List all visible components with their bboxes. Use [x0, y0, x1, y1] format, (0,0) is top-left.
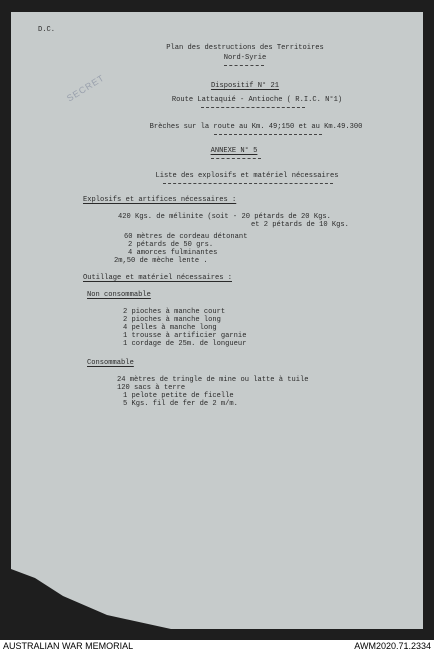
explosif-item: 60 mètres de cordeau détonant [124, 233, 248, 241]
non-consommable-heading: Non consommable [87, 291, 151, 299]
non-consommable-item: 1 cordage de 25m. de longueur [123, 340, 247, 348]
outillage-heading: Outillage et matériel nécessaires : [83, 274, 232, 282]
explosif-item: 4 amorces fulminantes [128, 249, 218, 257]
non-consommable-item: 4 pelles à manche long [123, 324, 217, 332]
consommable-heading: Consommable [87, 359, 134, 367]
annexe-rule [211, 158, 261, 159]
title-rule [224, 65, 264, 66]
consommable-item: 1 pelote petite de ficelle [123, 392, 234, 400]
doc-title: Plan des destructions des Territoires [166, 44, 324, 52]
breches-rule [214, 134, 322, 135]
consommable-item: 5 Kgs. fil de fer de 2 m/m. [123, 400, 238, 408]
doc-subtitle: Nord-Syrie [223, 54, 267, 62]
footer-accession-number: AWM2020.71.2334 [354, 641, 431, 651]
footer-institution: AUSTRALIAN WAR MEMORIAL [3, 641, 134, 651]
non-consommable-item: 2 pioches à manche court [123, 308, 226, 316]
non-consommable-item: 2 pioches à manche long [123, 316, 221, 324]
consommable-item: 120 sacs à terre [117, 384, 186, 392]
footer-bar [0, 640, 434, 653]
explosif-item: 420 Kgs. de mélinite (soit - 20 pétards de 20 Kgs. [118, 213, 331, 221]
consommable-item: 24 mètres de tringle de mine ou latte à tuile [117, 376, 309, 384]
document-page [11, 12, 423, 629]
explosif-item: et 2 pétards de 10 Kgs. [251, 221, 349, 229]
route-line: Route Lattaquié - Antioche ( R.I.C. N°1) [171, 96, 343, 104]
annexe-heading: ANNEXE N° 5 [210, 147, 258, 155]
explosif-item: 2 pétards de 50 grs. [128, 241, 214, 249]
breches-line: Brèches sur la route au Km. 49;150 et au Km.49.300 [149, 123, 363, 131]
dispositif-heading: Dispositif N° 21 [210, 82, 280, 90]
liste-heading: Liste des explosifs et matériel nécessaires [155, 172, 339, 180]
non-consommable-item: 1 trousse à artificier garnie [123, 332, 247, 340]
explosif-item: 2m,50 de mèche lente . [114, 257, 208, 265]
secret-stamp: SECRET [65, 72, 107, 104]
liste-rule [163, 183, 333, 184]
doc-reference: D.C. [38, 26, 56, 34]
explosifs-heading: Explosifs et artifices nécessaires : [83, 196, 237, 204]
route-rule [201, 107, 305, 108]
